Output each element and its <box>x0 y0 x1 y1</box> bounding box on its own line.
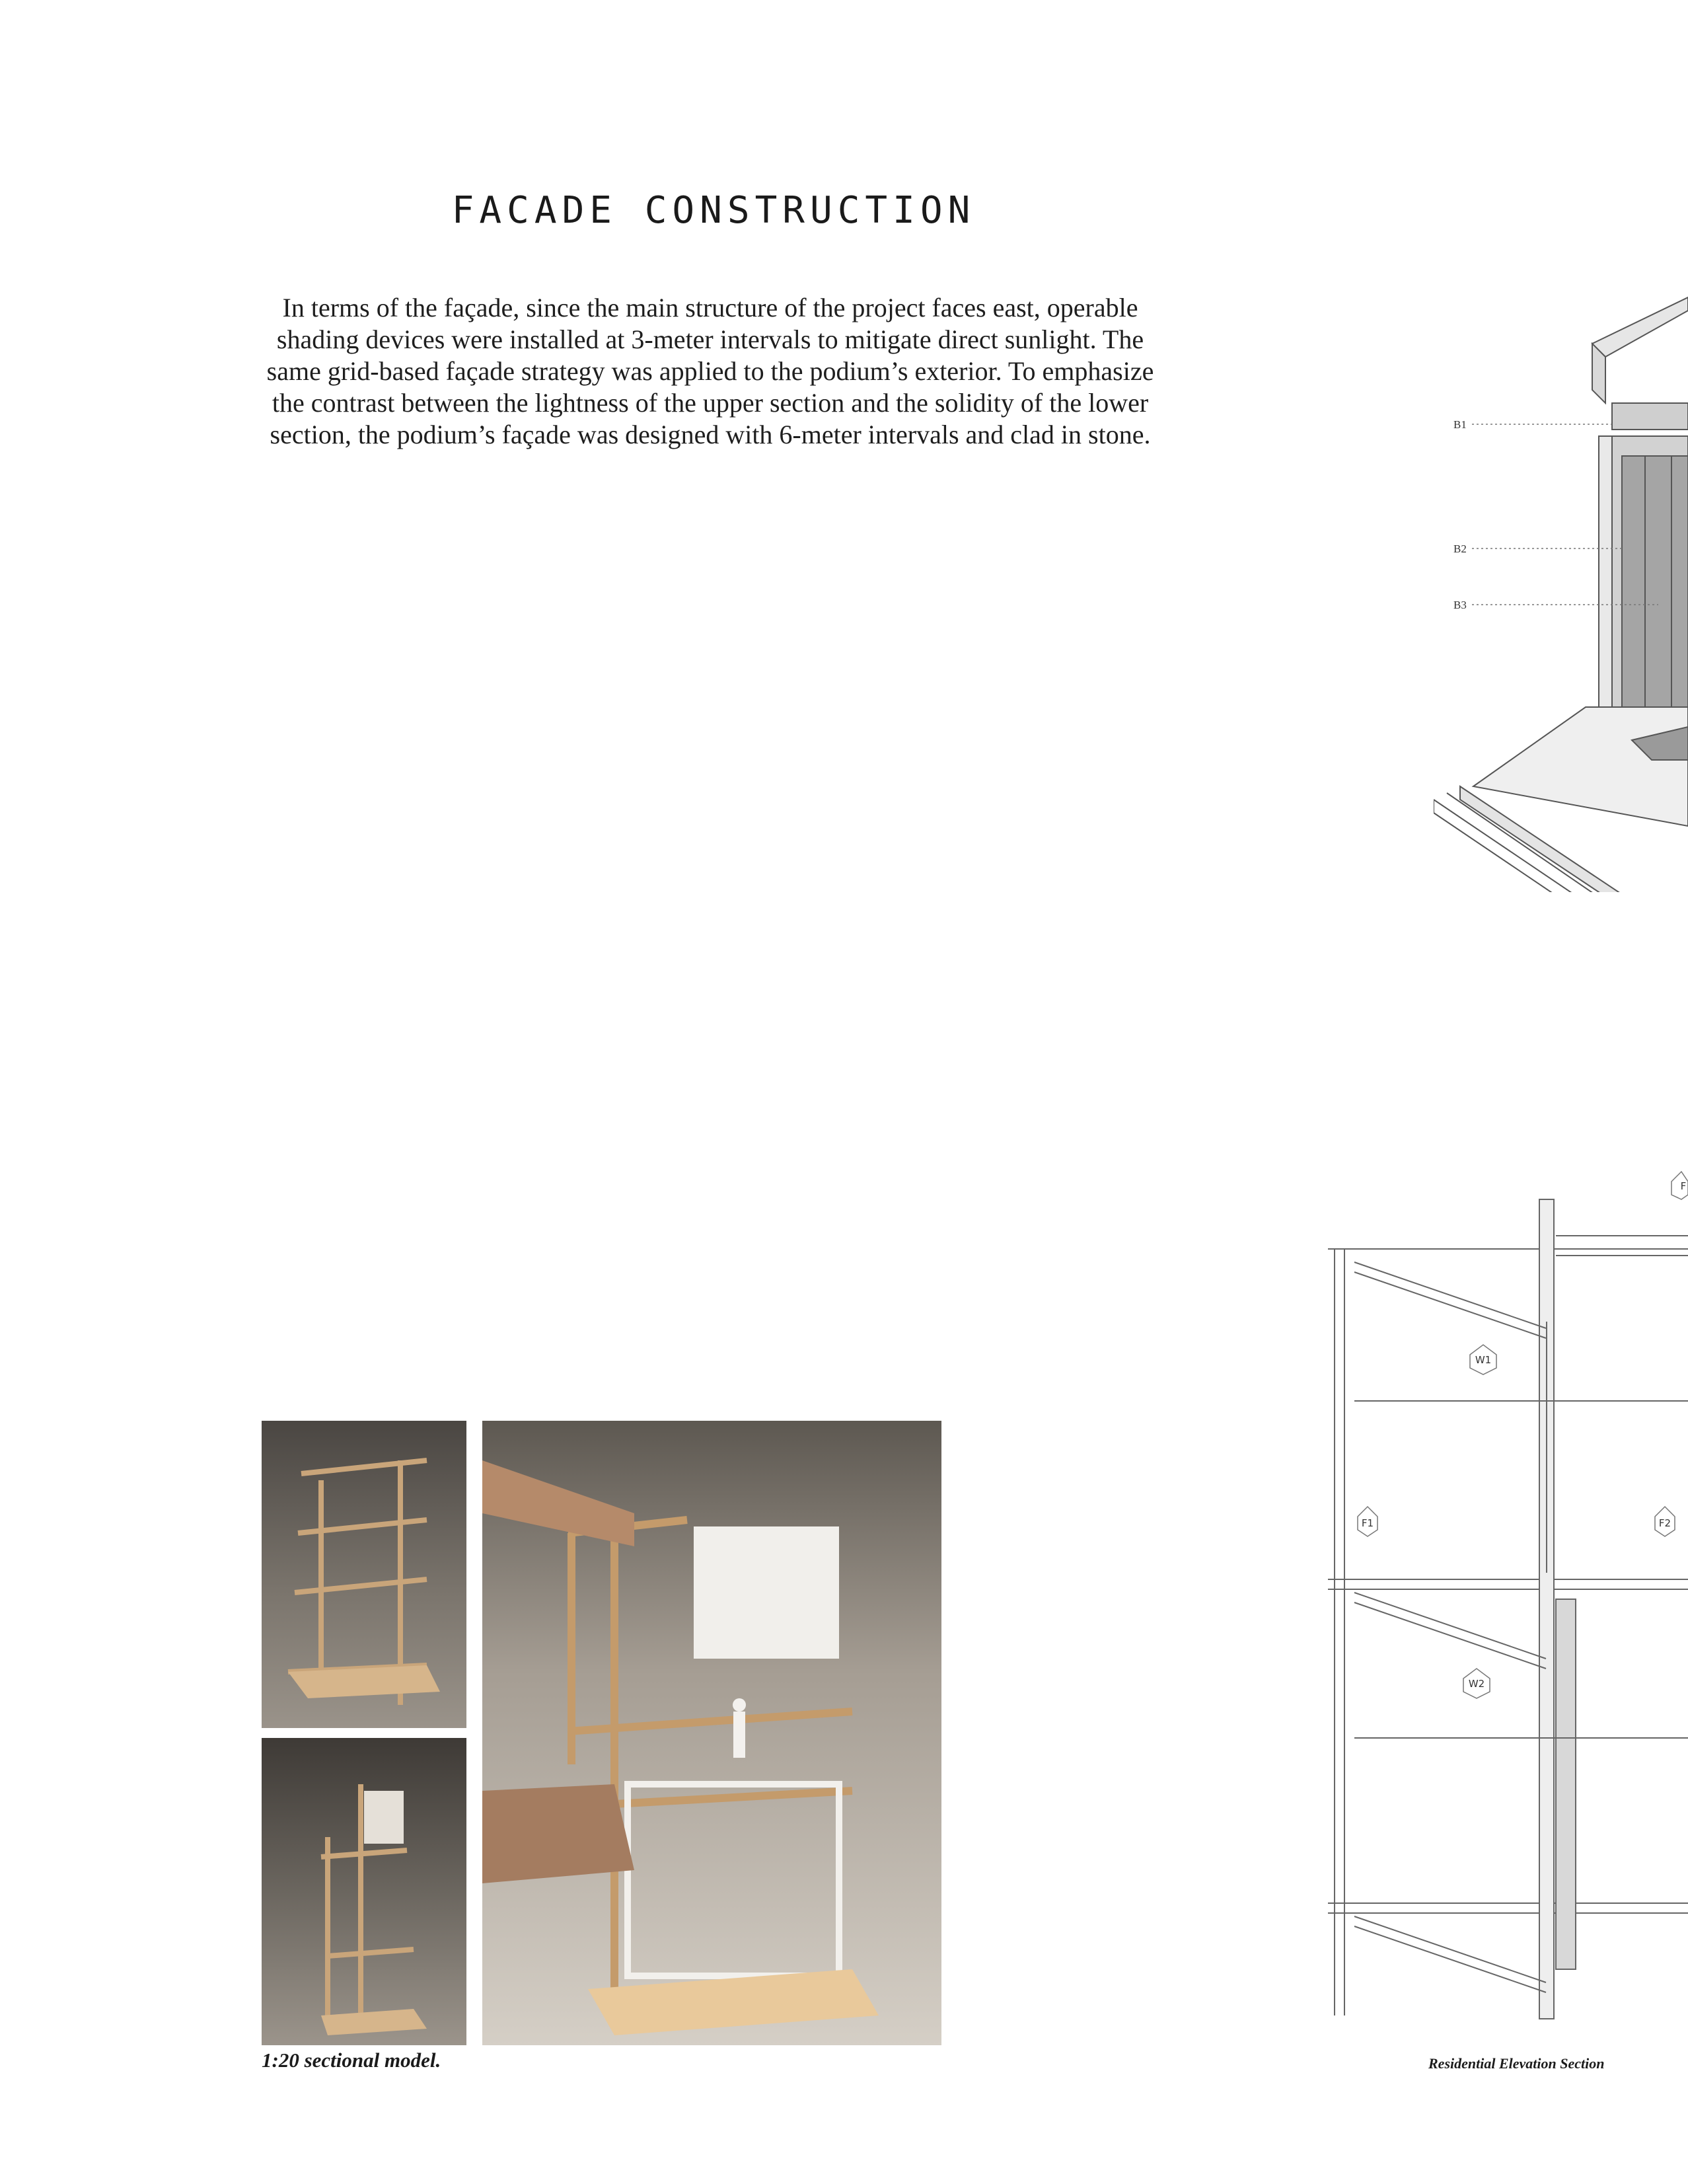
model-photo-bottom-left <box>262 1738 466 2045</box>
page-title: FACADE CONSTRUCTION <box>451 189 976 232</box>
section-tag-f: F <box>1680 1180 1687 1192</box>
model-caption: 1:20 sectional model. <box>262 2049 441 2072</box>
section-tag-w1: W1 <box>1475 1354 1492 1366</box>
body-paragraph: In terms of the façade, since the main structure of the project faces east, operable shading devices were installed at 3-meter intervals to mitigate direct sunlight. The same grid-based façade strategy was applied to the podium’s exterior. To emphasize the contrast between the lightness of the upper section and the solidity of the lower section, the podium’s façade was designed with 6-meter intervals and clad in stone. <box>266 293 1154 449</box>
section-tag-f1: F1 <box>1361 1517 1374 1529</box>
section-tag-f2: F2 <box>1658 1517 1671 1529</box>
section-tag-w2: W2 <box>1468 1678 1485 1690</box>
axon-label-b1: B1 <box>1453 418 1467 431</box>
section-caption: Residential Elevation Section <box>1428 2055 1605 2072</box>
model-photo-top-left <box>262 1421 466 1728</box>
model-photo-main <box>482 1421 941 2045</box>
axon-label-b2: B2 <box>1453 543 1467 555</box>
axon-label-b3: B3 <box>1453 599 1467 611</box>
elevation-section-drawing <box>1328 1163 1688 2022</box>
facade-axonometric-drawing <box>1434 284 1688 892</box>
